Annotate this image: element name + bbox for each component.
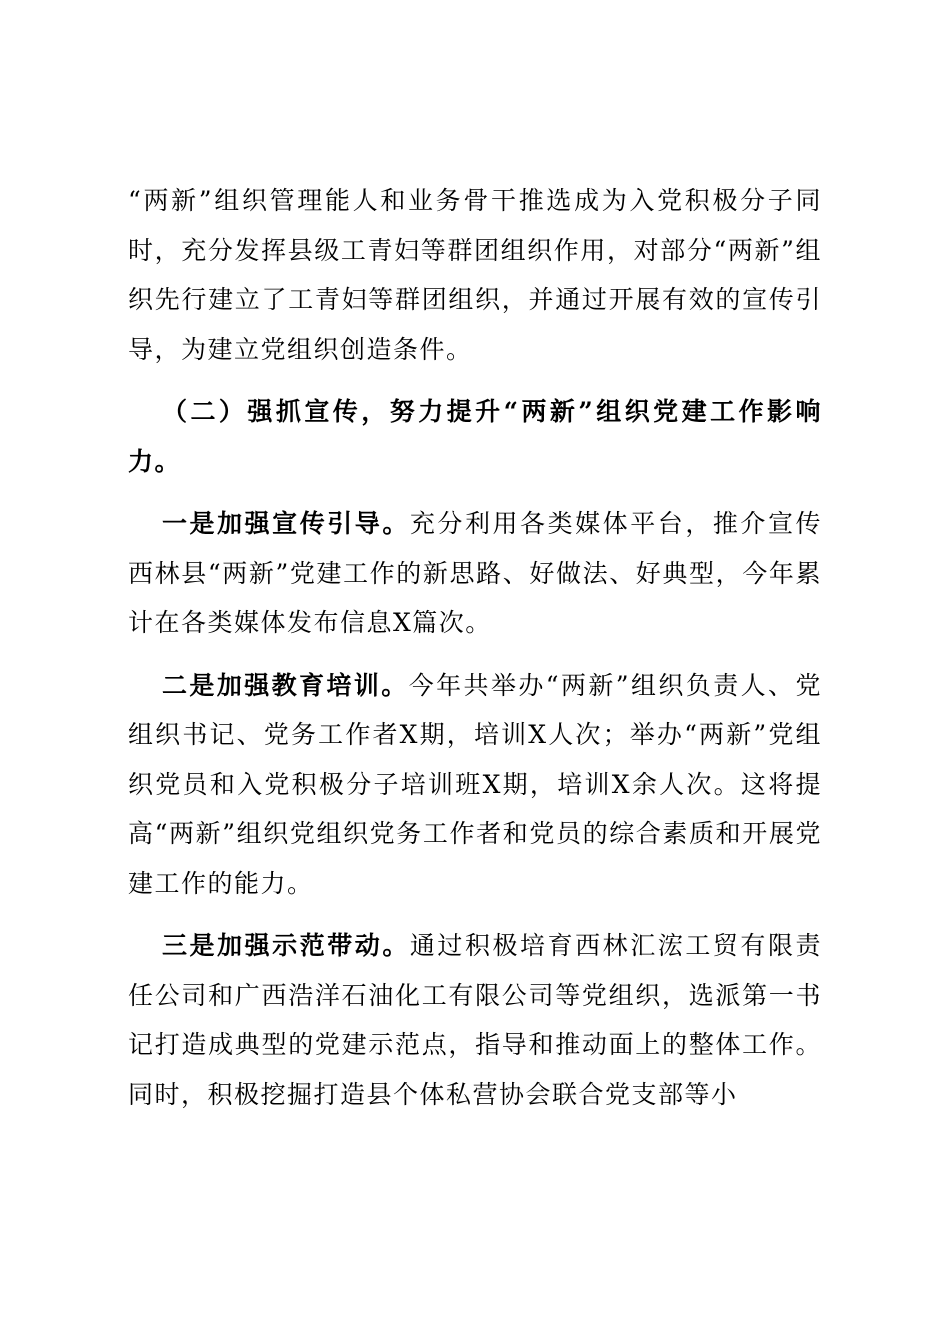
paragraph-item-2	[128, 661, 822, 909]
item-2-body: 今年共举办“两新”组织负责人、党组织书记、党务工作者X期，培训X人次；举办“两新”党组织党员和入党积极分子培训班X期，培训X余人次。这将提高“两新”组织党组织党务工作者和党员的综合素质和开展党建工作的能力。	[128, 670, 822, 898]
item-1-lead: 一是加强宣传引导。	[162, 509, 410, 538]
item-3-lead: 三是加强示范带动。	[162, 931, 410, 960]
item-1-body: 充分利用各类媒体平台，推介宣传西林县“两新”党建工作的新思路、好做法、好典型，今年累计在各类媒体发布信息X篇次。	[128, 509, 822, 637]
document-body	[128, 176, 822, 1119]
paragraph-item-1	[128, 499, 822, 648]
paragraph-item-3	[128, 921, 822, 1119]
section-heading-2: （二）强抓宣传，努力提升“两新”组织党建工作影响力。	[128, 397, 822, 476]
paragraph-intro: “两新”组织管理能人和业务骨干推选成为入党积极分子同时，充分发挥县级工青妇等群团组织作用，对部分“两新”组织先行建立了工青妇等群团组织，并通过开展有效的宣传引导，为建立党组织创造条件。	[128, 186, 822, 364]
item-3-body: 通过积极培育西林汇浤工贸有限责任公司和广西浩洋石油化工有限公司等党组织，选派第一书记打造成典型的党建示范点，指导和推动面上的整体工作。同时，积极挖掘打造县个体私营协会联合党支部等小	[128, 931, 822, 1109]
item-2-lead: 二是加强教育培训。	[162, 670, 409, 700]
